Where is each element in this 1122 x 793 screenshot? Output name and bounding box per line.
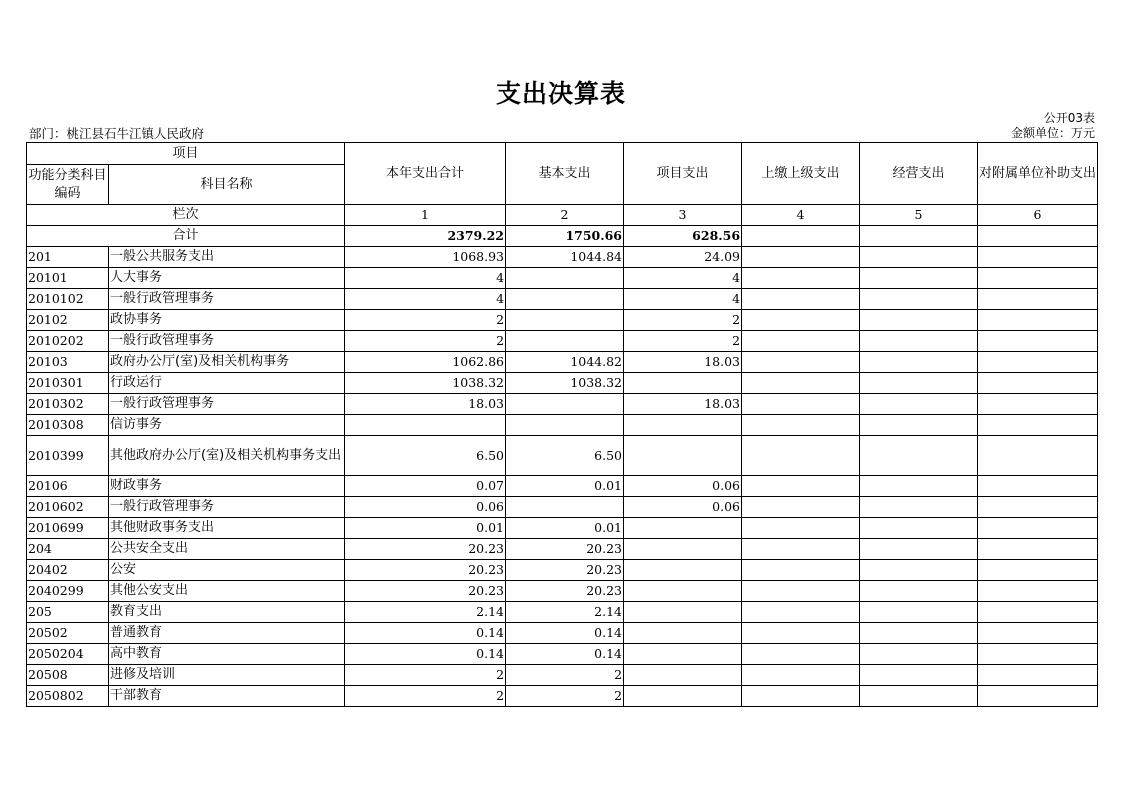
row-upper	[742, 518, 860, 539]
row-operating	[860, 310, 978, 331]
row-basic: 20.23	[506, 581, 624, 602]
row-upper	[742, 644, 860, 665]
row-basic	[506, 289, 624, 310]
row-project	[624, 373, 742, 394]
row-operating	[860, 686, 978, 707]
row-project	[624, 518, 742, 539]
row-project	[624, 560, 742, 581]
header-upper-level: 上缴上级支出	[742, 143, 860, 205]
row-subject-name: 人大事务	[109, 268, 345, 289]
row-subsidiary	[978, 394, 1098, 415]
row-upper	[742, 394, 860, 415]
row-operating	[860, 476, 978, 497]
row-upper	[742, 581, 860, 602]
total-amount: 2379.22	[345, 226, 506, 247]
row-project: 2	[624, 310, 742, 331]
row-subsidiary	[978, 686, 1098, 707]
total-operating	[860, 226, 978, 247]
row-basic	[506, 415, 624, 436]
row-upper	[742, 497, 860, 518]
row-code: 20502	[27, 623, 109, 644]
row-project: 4	[624, 268, 742, 289]
row-project	[624, 581, 742, 602]
row-subsidiary	[978, 581, 1098, 602]
table-row	[27, 352, 1098, 373]
row-subject-name: 高中教育	[109, 644, 345, 665]
expenditure-table	[26, 142, 1098, 707]
row-code: 2010302	[27, 394, 109, 415]
row-basic: 20.23	[506, 539, 624, 560]
row-operating	[860, 289, 978, 310]
column-number-1: 1	[345, 205, 506, 226]
table-row	[27, 331, 1098, 352]
header-func-code: 功能分类科目编码	[27, 165, 109, 205]
row-subject-name: 一般公共服务支出	[109, 247, 345, 268]
row-subsidiary	[978, 560, 1098, 581]
row-total: 4	[345, 268, 506, 289]
row-basic: 1038.32	[506, 373, 624, 394]
row-subsidiary	[978, 665, 1098, 686]
header-operating: 经营支出	[860, 143, 978, 205]
row-basic: 20.23	[506, 560, 624, 581]
row-upper	[742, 415, 860, 436]
amount-unit-label: 金额单位：万元	[1010, 126, 1095, 140]
row-project	[624, 644, 742, 665]
row-subject-name: 公共安全支出	[109, 539, 345, 560]
row-operating	[860, 644, 978, 665]
row-subsidiary	[978, 247, 1098, 268]
total-project: 628.56	[624, 226, 742, 247]
table-row	[27, 247, 1098, 268]
row-total: 4	[345, 289, 506, 310]
row-project	[624, 436, 742, 476]
row-basic: 0.14	[506, 623, 624, 644]
table-row	[27, 623, 1098, 644]
row-subsidiary	[978, 373, 1098, 394]
row-code: 20106	[27, 476, 109, 497]
row-total: 0.01	[345, 518, 506, 539]
row-total: 2	[345, 686, 506, 707]
table-row	[27, 268, 1098, 289]
row-total: 0.14	[345, 644, 506, 665]
row-operating	[860, 268, 978, 289]
row-operating	[860, 665, 978, 686]
total-basic: 1750.66	[506, 226, 624, 247]
row-total: 2	[345, 310, 506, 331]
row-subject-name: 其他公安支出	[109, 581, 345, 602]
row-subject-name: 一般行政管理事务	[109, 394, 345, 415]
row-code: 204	[27, 539, 109, 560]
row-total: 0.14	[345, 623, 506, 644]
row-basic: 6.50	[506, 436, 624, 476]
row-project	[624, 623, 742, 644]
row-total: 20.23	[345, 581, 506, 602]
row-upper	[742, 686, 860, 707]
column-number-6: 6	[978, 205, 1098, 226]
row-total: 18.03	[345, 394, 506, 415]
table-row	[27, 497, 1098, 518]
header-row-1	[27, 143, 1098, 165]
row-upper	[742, 268, 860, 289]
row-operating	[860, 436, 978, 476]
row-basic: 2.14	[506, 602, 624, 623]
row-basic	[506, 331, 624, 352]
table-row	[27, 560, 1098, 581]
row-upper	[742, 352, 860, 373]
row-code: 2010202	[27, 331, 109, 352]
row-subject-name: 进修及培训	[109, 665, 345, 686]
row-subsidiary	[978, 518, 1098, 539]
row-subject-name: 干部教育	[109, 686, 345, 707]
row-code: 2010399	[27, 436, 109, 476]
column-number-row	[27, 205, 1098, 226]
row-code: 205	[27, 602, 109, 623]
row-subsidiary	[978, 497, 1098, 518]
row-subject-name: 公安	[109, 560, 345, 581]
row-basic	[506, 497, 624, 518]
row-total: 20.23	[345, 560, 506, 581]
row-code: 2050204	[27, 644, 109, 665]
row-project: 24.09	[624, 247, 742, 268]
row-subject-name: 政府办公厅(室)及相关机构事务	[109, 352, 345, 373]
table-row	[27, 602, 1098, 623]
row-upper	[742, 602, 860, 623]
row-subject-name: 一般行政管理事务	[109, 331, 345, 352]
page-title: 支出决算表	[495, 79, 626, 108]
row-code: 201	[27, 247, 109, 268]
table-row	[27, 436, 1098, 476]
row-upper	[742, 665, 860, 686]
row-operating	[860, 415, 978, 436]
row-subsidiary	[978, 268, 1098, 289]
row-project: 2	[624, 331, 742, 352]
row-operating	[860, 352, 978, 373]
row-subject-name: 其他政府办公厅(室)及相关机构事务支出	[109, 436, 345, 476]
row-subject-name: 教育支出	[109, 602, 345, 623]
row-subsidiary	[978, 289, 1098, 310]
header-total: 本年支出合计	[345, 143, 506, 205]
row-total: 20.23	[345, 539, 506, 560]
row-total: 2	[345, 331, 506, 352]
row-upper	[742, 436, 860, 476]
row-subsidiary	[978, 415, 1098, 436]
header-subsidiary: 对附属单位补助支出	[978, 143, 1098, 205]
column-number-3: 3	[624, 205, 742, 226]
table-row	[27, 581, 1098, 602]
table-row	[27, 539, 1098, 560]
row-operating	[860, 247, 978, 268]
row-operating	[860, 373, 978, 394]
row-code: 2010308	[27, 415, 109, 436]
row-upper	[742, 373, 860, 394]
table-row	[27, 310, 1098, 331]
row-upper	[742, 331, 860, 352]
row-subject-name: 政协事务	[109, 310, 345, 331]
row-subsidiary	[978, 310, 1098, 331]
row-operating	[860, 394, 978, 415]
row-subject-name: 其他财政事务支出	[109, 518, 345, 539]
row-upper	[742, 539, 860, 560]
row-operating	[860, 331, 978, 352]
row-operating	[860, 539, 978, 560]
row-project: 18.03	[624, 352, 742, 373]
row-subject-name: 财政事务	[109, 476, 345, 497]
row-code: 20103	[27, 352, 109, 373]
row-total	[345, 415, 506, 436]
table-row	[27, 373, 1098, 394]
row-upper	[742, 247, 860, 268]
row-basic: 2	[506, 686, 624, 707]
row-code: 20102	[27, 310, 109, 331]
column-number-4: 4	[742, 205, 860, 226]
row-code: 2010699	[27, 518, 109, 539]
row-subject-name: 普通教育	[109, 623, 345, 644]
row-subject-name: 一般行政管理事务	[109, 289, 345, 310]
row-operating	[860, 560, 978, 581]
total-label: 合计	[27, 226, 345, 247]
row-project	[624, 539, 742, 560]
row-code: 2010102	[27, 289, 109, 310]
row-operating	[860, 623, 978, 644]
row-upper	[742, 476, 860, 497]
row-subsidiary	[978, 476, 1098, 497]
row-basic: 0.14	[506, 644, 624, 665]
row-subsidiary	[978, 644, 1098, 665]
row-basic	[506, 310, 624, 331]
row-subject-name: 信访事务	[109, 415, 345, 436]
row-total: 1062.86	[345, 352, 506, 373]
row-basic: 0.01	[506, 476, 624, 497]
row-project	[624, 686, 742, 707]
row-subject-name: 一般行政管理事务	[109, 497, 345, 518]
table-row	[27, 476, 1098, 497]
column-number-5: 5	[860, 205, 978, 226]
row-subsidiary	[978, 602, 1098, 623]
row-project	[624, 415, 742, 436]
table-row	[27, 665, 1098, 686]
total-upper	[742, 226, 860, 247]
row-project	[624, 665, 742, 686]
row-total: 1038.32	[345, 373, 506, 394]
row-basic	[506, 394, 624, 415]
row-operating	[860, 602, 978, 623]
row-project: 0.06	[624, 497, 742, 518]
row-project	[624, 602, 742, 623]
table-row	[27, 415, 1098, 436]
row-subject-name: 行政运行	[109, 373, 345, 394]
row-code: 2050802	[27, 686, 109, 707]
total-row	[27, 226, 1098, 247]
row-subsidiary	[978, 331, 1098, 352]
row-basic: 0.01	[506, 518, 624, 539]
row-subsidiary	[978, 436, 1098, 476]
row-operating	[860, 497, 978, 518]
row-total: 2.14	[345, 602, 506, 623]
row-code: 2010602	[27, 497, 109, 518]
row-upper	[742, 289, 860, 310]
row-basic	[506, 268, 624, 289]
row-upper	[742, 310, 860, 331]
row-code: 20402	[27, 560, 109, 581]
row-code: 2010301	[27, 373, 109, 394]
row-total: 0.06	[345, 497, 506, 518]
row-basic: 1044.82	[506, 352, 624, 373]
row-code: 20101	[27, 268, 109, 289]
row-basic: 1044.84	[506, 247, 624, 268]
table-row	[27, 289, 1098, 310]
column-label: 栏次	[27, 205, 345, 226]
row-total: 1068.93	[345, 247, 506, 268]
row-subsidiary	[978, 539, 1098, 560]
row-upper	[742, 623, 860, 644]
row-total: 6.50	[345, 436, 506, 476]
row-subsidiary	[978, 352, 1098, 373]
row-basic: 2	[506, 665, 624, 686]
row-code: 2040299	[27, 581, 109, 602]
row-operating	[860, 518, 978, 539]
table-row	[27, 394, 1098, 415]
row-subsidiary	[978, 623, 1098, 644]
column-number-2: 2	[506, 205, 624, 226]
row-project: 0.06	[624, 476, 742, 497]
table-row	[27, 518, 1098, 539]
form-number: 公开03表	[1043, 111, 1095, 125]
header-basic: 基本支出	[506, 143, 624, 205]
department-label: 部门：桃江县石牛江镇人民政府	[29, 126, 205, 141]
table-row	[27, 644, 1098, 665]
header-subject-name: 科目名称	[109, 165, 345, 205]
row-total: 2	[345, 665, 506, 686]
row-operating	[860, 581, 978, 602]
header-project: 项目	[27, 143, 345, 165]
row-project: 18.03	[624, 394, 742, 415]
row-code: 20508	[27, 665, 109, 686]
row-total: 0.07	[345, 476, 506, 497]
table-row	[27, 686, 1098, 707]
row-project: 4	[624, 289, 742, 310]
header-project-expense: 项目支出	[624, 143, 742, 205]
row-upper	[742, 560, 860, 581]
total-subsidiary	[978, 226, 1098, 247]
